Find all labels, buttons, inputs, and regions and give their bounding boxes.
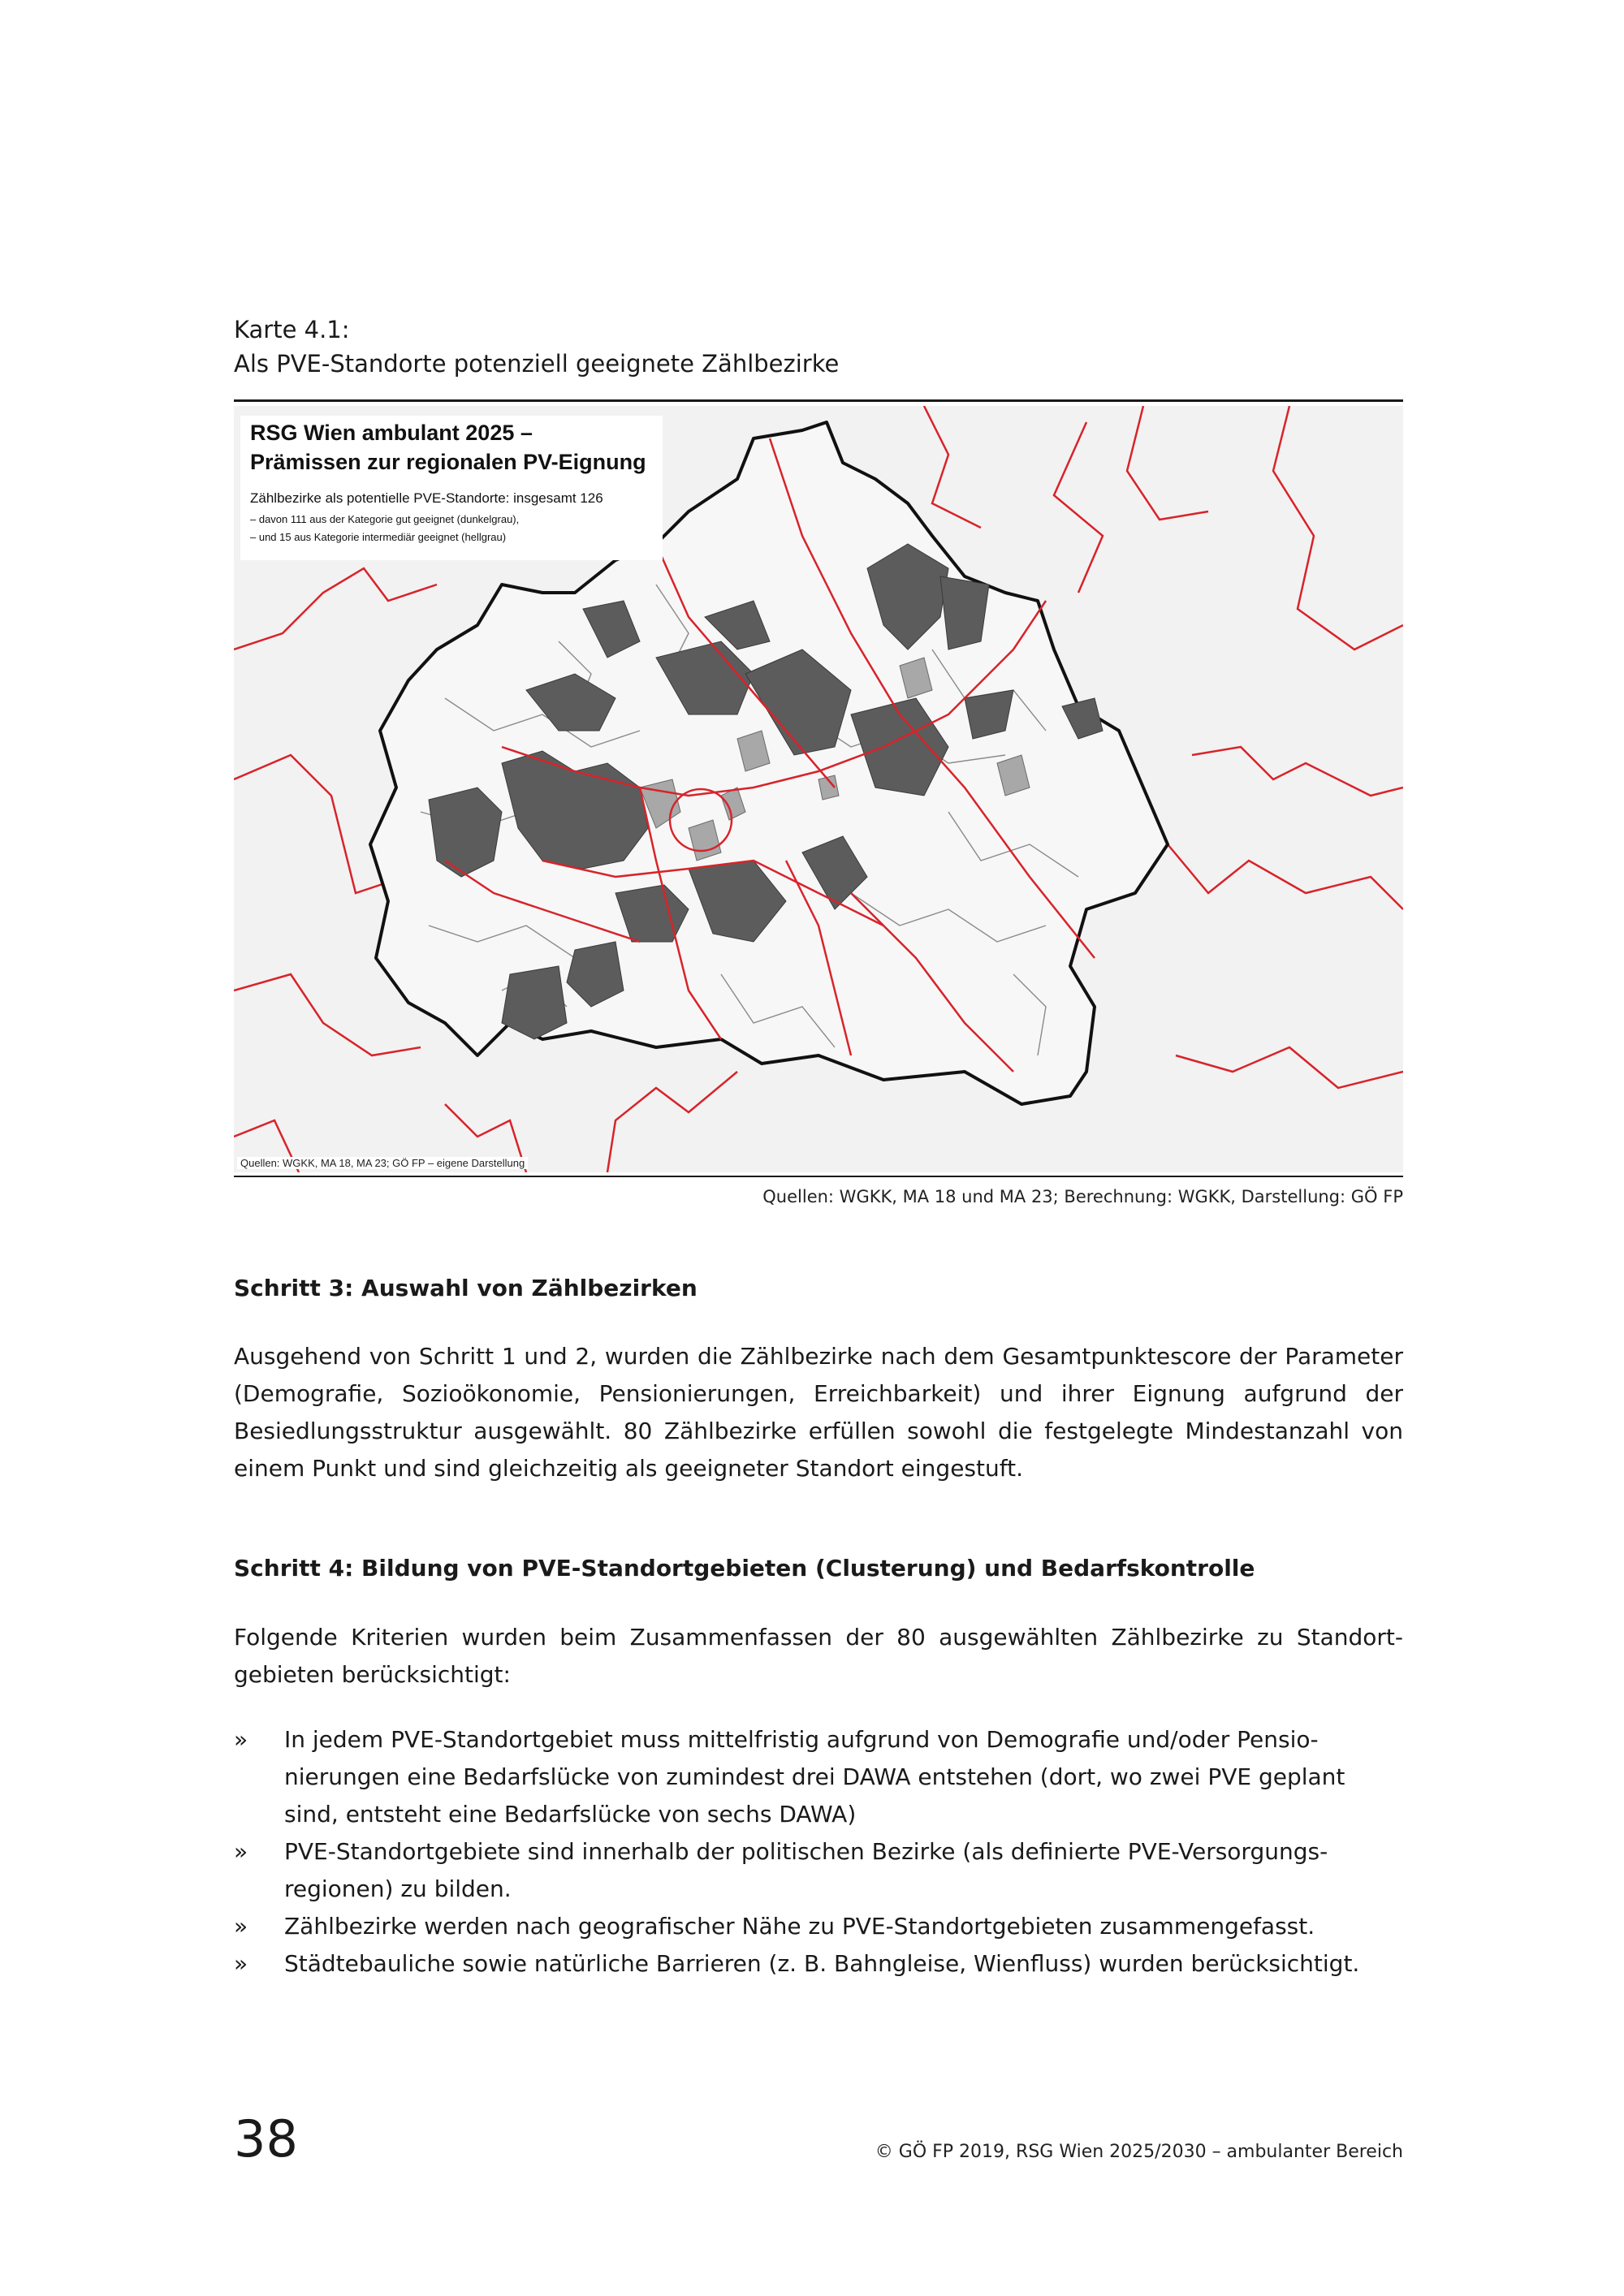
list-item-text: PVE-Standortgebiete sind innerhalb der politischen Bezirke (als definierte PVE-Versorgungsregionen) zu bilden. [284,1838,1328,1902]
list-item-text: Städtebauliche sowie natürliche Barrieren (z. B. Bahngleise, Wienfluss) wurden berücksichtigt. [284,1950,1360,1977]
step4-intro: Folgende Kriterien wurden beim Zusammenfassen der 80 ausgewählten Zählbezirke zu Standortgebieten berücksichtigt: [234,1624,1403,1688]
list-item-text: Zählbezirke werden nach geografischer Nähe zu PVE-Standortgebieten zusammengefasst. [284,1913,1315,1940]
list-item [234,1908,1403,1945]
map-heading-line2: Prämissen zur regionalen PV-Eignung [250,450,646,474]
map-legend-good: – davon 111 aus der Kategorie gut geeignet (dunkelgrau), [250,513,520,525]
step4-heading: Schritt 4: Bildung von PVE-Standortgebieten (Clusterung) und Bedarfskontrolle [234,1555,1255,1582]
list-item [234,1833,1403,1908]
figure-source: Quellen: WGKK, MA 18 und MA 23; Berechnung: WGKK, Darstellung: GÖ FP [762,1187,1403,1206]
step3-heading: Schritt 3: Auswahl von Zählbezirken [234,1275,698,1301]
bullet-mark: » [234,1913,248,1940]
bullet-mark: » [234,1726,248,1753]
bullet-mark: » [234,1838,248,1865]
step3-paragraph: Ausgehend von Schritt 1 und 2, wurden die Zählbezirke nach dem Gesamtpunktescore der Parameter (Demografie, Sozioökonomie, Pensionierungen, Erreichbarkeit) und ihrer Eignung aufgrund der Besiedlungsstruktur ausgewählt. 80 Zählbezirke erfüllen sowohl die festgelegte Mindestanzahl von einem Punkt und sind gleichzeitig als geeigneter Standort eingestuft. [234,1343,1403,1482]
vienna-map [234,406,1403,1172]
figure-top-rule [234,399,1403,402]
criteria-list [234,1721,1403,1983]
map-legend [240,416,663,560]
map-heading-line1: RSG Wien ambulant 2025 – [250,421,533,445]
footer-copyright: © GÖ FP 2019, RSG Wien 2025/2030 – ambulanter Bereich [875,2142,1403,2162]
district-cluster-floridsdorf-east [940,576,989,650]
map-legend-total: Zählbezirke als potentielle PVE-Standorte: insgesamt 126 [250,490,603,506]
figure-bottom-rule [234,1176,1403,1177]
page-number: 38 [234,2109,298,2169]
map-inner-source: Quellen: WGKK, MA 18, MA 23; GÖ FP – eigene Darstellung [237,1157,528,1169]
district-cluster-liesing-west [502,966,567,1039]
map-legend-intermediate: – und 15 aus Kategorie intermediär geeignet (hellgrau) [250,531,507,543]
list-item [234,1945,1403,1983]
list-item [234,1721,1403,1833]
figure-label: Karte 4.1: [234,316,350,343]
bullet-mark: » [234,1950,248,1977]
figure-title: Als PVE-Standorte potenziell geeignete Zählbezirke [234,350,840,378]
list-item-text: In jedem PVE-Standortgebiet muss mittelfristig aufgrund von Demografie und/oder Pensionierungen eine Bedarfslücke von zumindest drei DAWA entstehen (dort, wo zwei PVE geplant sind, entsteht eine Bedarfslücke von sechs DAWA) [284,1726,1345,1828]
